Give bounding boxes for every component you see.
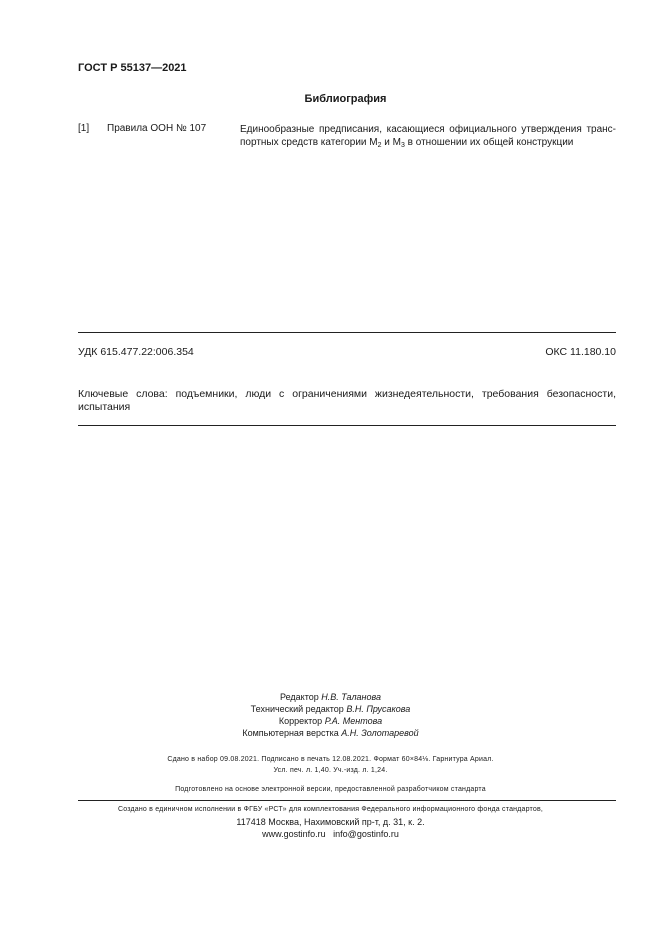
reference-description — [240, 123, 616, 149]
reference-number: [1] — [78, 123, 90, 134]
staff-editor — [0, 691, 661, 703]
publisher-line1: Создано в единичном исполнении в ФГБУ «РСТ» для комплектования Федерального информационного фонда стандартов, — [117, 806, 544, 813]
publisher-links: www.gostinfo.ru info@gostinfo.ru — [262, 829, 399, 839]
staff-name: Р.А. Ментова — [324, 716, 383, 726]
staff-tech-editor — [0, 703, 661, 715]
oks-code: ОКС 11.180.10 — [545, 346, 616, 358]
staff-role: Компьютерная верстка — [242, 728, 339, 738]
staff-name: А.Н. Золотаревой — [341, 728, 419, 738]
imprint-line3: Подготовлено на основе электронной версии, предоставленной разработчиком стандарта — [175, 786, 486, 793]
reference-source: Правила ООН № 107 — [107, 123, 207, 134]
document-code: ГОСТ Р 55137—2021 — [78, 62, 187, 74]
subscript-m3: 3 — [400, 142, 405, 149]
keywords-line2: испытания — [78, 401, 131, 413]
bibliography-title — [0, 93, 661, 105]
subscript-m2: 2 — [377, 142, 382, 149]
desc-text-c: в отношении их общей конструкции — [404, 137, 574, 148]
reference-description-line2 — [240, 137, 573, 148]
divider-top — [78, 332, 616, 333]
staff-role: Корректор — [278, 716, 323, 726]
reference-description-line1: Единообразные предписания, касающиеся официального утверждения транс- — [240, 124, 616, 135]
staff-role: Редактор — [279, 692, 319, 702]
keywords — [78, 388, 616, 414]
desc-text-b: и M — [381, 137, 401, 148]
staff-layout — [0, 727, 661, 739]
divider-bottom — [78, 425, 616, 426]
publisher-address: 117418 Москва, Нахимовский пр-т, д. 31, к. 2. — [236, 817, 425, 827]
desc-text-a: портных средств категории M — [240, 137, 378, 148]
staff-corrector — [0, 715, 661, 727]
imprint-line1: Сдано в набор 09.08.2021. Подписано в печать 12.08.2021. Формат 60×84⅛. Гарнитура Ариал. — [167, 756, 494, 763]
staff-role: Технический редактор — [250, 704, 344, 714]
bibliography-title-text: Библиография — [304, 93, 387, 105]
divider-footer — [78, 800, 616, 801]
udk-code: УДК 615.477.22:006.354 — [78, 346, 194, 358]
staff-name: В.Н. Прусакова — [346, 704, 411, 714]
staff-name: Н.В. Таланова — [321, 692, 382, 702]
keywords-line1: Ключевые слова: подъемники, люди с ограничениями жизнедеятельности, требования безопасности, — [78, 388, 616, 400]
imprint-line2: Усл. печ. л. 1,40. Уч.-изд. л. 1,24. — [273, 767, 388, 774]
